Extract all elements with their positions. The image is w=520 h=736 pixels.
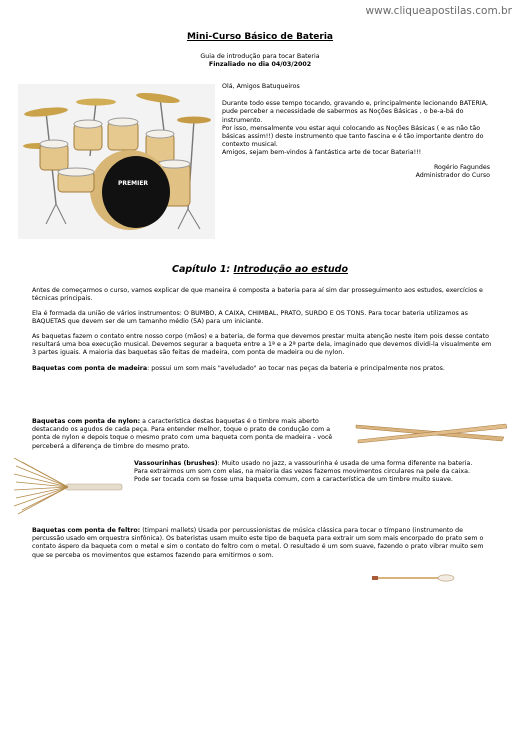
- wood-tip-text: [32, 365, 494, 373]
- paragraph-text: As baquetas fazem o contato entre nosso corpo (mãos) e a bateria, de forma que devemos prestar muita atenção neste item pois desse contato resultará uma boa execução musical. Devemos segurar a baqueta entre a 1ª e a 2ª parte dela, imaginado que devemos dividi-la visualmente em 3 partes iguais. A maioria das baquetas são feitas de madeira, com ponta de madeira ou de nylon.: [32, 333, 492, 357]
- page-title: Mini-Curso Básico de Bateria: [186, 32, 334, 42]
- brush-desc: : Muito usado no jazz, a vassourinha é usada de uma forma diferente na bateria. Para extrairmos um som com elas, na maioria das vezes fazemos movimentos circulares na pele da caixa. Pode ser tocada com se fosse uma baqueta comum, com a característica de um timbre muito suave.: [134, 460, 473, 484]
- wood-tip-paragraph: [32, 365, 494, 373]
- brush-text: [134, 460, 484, 485]
- intro-text: [222, 83, 500, 158]
- intro-paragraph-2: Por isso, mensalmente vou estar aqui colocando as Noções Básicas ( e as não tão básicas assim!!) deste instrumento que tanto fascina e é tão importante dentro do contexto musical.: [222, 124, 484, 149]
- felt-mallet-image: [370, 574, 456, 584]
- chapter-label: Capítulo 1:: [171, 264, 231, 275]
- felt-tip-desc: (timpani mallets) Usada por percussionistas de música clássica para tocar o tímpano (instrumento de percussão usado em orquestra sinfônica). Os bateristas usam muito este tipo de baqueta para extrair um som mais encorpado do prato sem o contato áspero da baqueta com o metal e sim o contato do feltro com o metal. O resultado é um som suave, fazendo o prato vibrar muito sem que se perceba os movimentos que estamos fazendo para emitirmos o som.: [32, 527, 484, 559]
- wood-tip-desc: : possui um som mais "aveludado" ao tocar nas peças da bateria e principalmente nos pratos.: [147, 365, 445, 372]
- page-subtitle: [0, 53, 520, 69]
- brush-paragraph: [134, 460, 484, 485]
- greeting: Olá, Amigos Batuqueiros: [222, 83, 300, 90]
- nylon-tip-desc: a característica destas baquetas é o timbre mais aberto destacando os agudos de cada peça. Para entender melhor, toque o prato de condução com a ponta de nylon e depois toque o mesmo prato com uma baqueta com ponta de madeira - você perceberá a diferença de timbre do mesmo prato.: [32, 418, 333, 450]
- brush-image: [12, 454, 124, 520]
- wood-tip-label: Baquetas com ponta de madeira: [32, 365, 148, 372]
- drum-brand-logo: PREMIER: [118, 180, 149, 187]
- body-paragraph-1: [32, 287, 494, 303]
- site-watermark: www.cliqueapostilas.com.br: [365, 5, 512, 17]
- author-role: Administrador do Curso: [415, 172, 490, 180]
- felt-tip-paragraph: [32, 527, 494, 560]
- brush-label: Vassourinhas (brushes): [134, 460, 218, 467]
- chapter-heading: [0, 264, 520, 275]
- guide-subtitle: Guia de introdução para tocar Bateria: [200, 53, 320, 60]
- nylon-tip-paragraph: [32, 418, 350, 451]
- intro-paragraph-3: Amigos, sejam bem-vindos à fantástica arte de tocar Bateria!!!: [222, 149, 422, 157]
- signature-block: [416, 164, 490, 180]
- drum-kit-photo: [18, 84, 215, 239]
- paragraph-text: Ela é formada da união de vários instrumentos: O BUMBO, A CAIXA, CHIMBAL, PRATO, SURDO E OS TONS. Para tocar bateria utilizamos as BAQUETAS que devem ser de um tamanho médio (5A) para um iniciante.: [32, 310, 468, 326]
- author-name: Rogério Fagundes: [433, 164, 490, 171]
- body-paragraph-3: [32, 333, 494, 358]
- chapter-title: Introdução ao estudo: [233, 264, 349, 275]
- felt-tip-label: Baquetas com ponta de feltro:: [32, 527, 141, 534]
- paragraph-text: Antes de começarmos o curso, vamos explicar de que maneira é composta a bateria para aí sim dar prosseguimento aos estudos, exercícios e técnicas principais.: [32, 287, 483, 303]
- felt-tip-text: [32, 527, 494, 560]
- nylon-tip-text: [32, 418, 350, 451]
- body-paragraph-2: [32, 310, 494, 326]
- nylon-tip-label: Baquetas com ponta de nylon:: [32, 418, 141, 425]
- crossed-drumsticks-image: [354, 420, 509, 446]
- finalized-date: Finzaliado no dia 04/03/2002: [208, 61, 312, 68]
- intro-paragraph-1: Durante todo esse tempo tocando, gravando e, principalmente lecionando BATERIA, pude perceber a necessidade de sabermos as Noções Básicas , o be-a-bá do instrumento.: [222, 100, 489, 124]
